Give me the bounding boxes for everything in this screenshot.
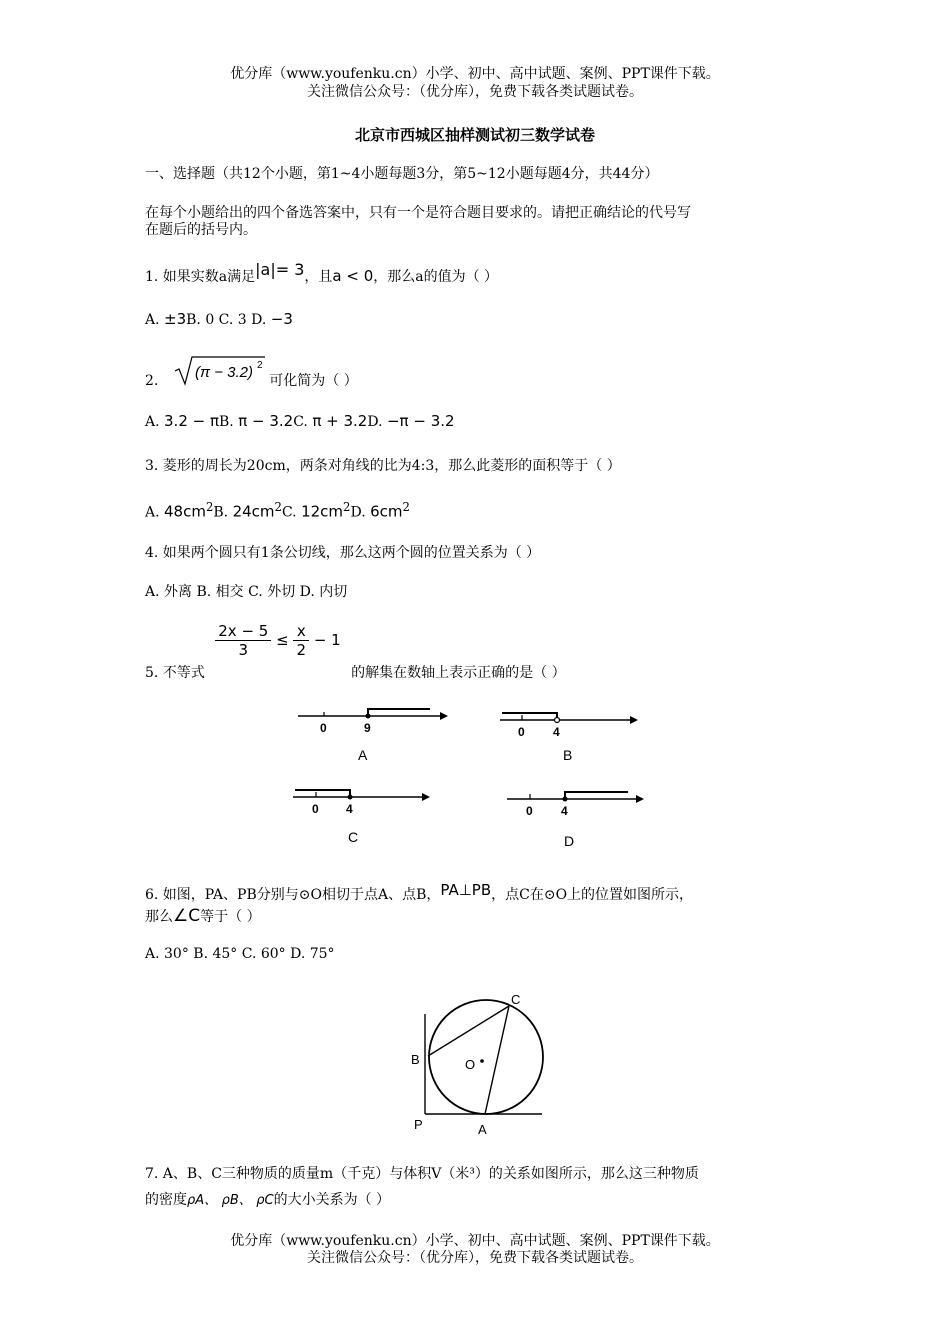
- q5-inequality: [215, 622, 340, 659]
- question-6-line-2: [145, 906, 261, 926]
- q3-val-c: 12cm: [301, 502, 344, 521]
- nb-zero: 0: [518, 725, 525, 739]
- q5-prefix: 5. 不等式: [145, 665, 205, 681]
- q6-formula: PA⊥PB: [440, 881, 492, 899]
- q6-options: A. 30° B. 45° C. 60° D. 75°: [145, 946, 335, 962]
- q2-val-d: −π − 3.2: [386, 412, 455, 430]
- q3-sup: 2: [205, 500, 214, 514]
- exam-title: 北京市西城区抽样测试初三数学试卷: [354, 126, 595, 144]
- q3-sup: 2: [274, 500, 282, 514]
- q2-opt-b: B.: [219, 414, 234, 430]
- q6-suffix: ，点C在⊙O上的位置如图所示，: [491, 887, 694, 903]
- nb-point: 4: [553, 725, 560, 739]
- question-1: [145, 260, 499, 286]
- question-6-line-1: [145, 881, 694, 904]
- q1-formula-neg: a < 0: [332, 267, 374, 285]
- numberline-a: [298, 709, 448, 763]
- q2-opt-d: D.: [367, 414, 383, 430]
- question-3: 3. 菱形的周长为20cm，两条对角线的比为4:3，那么此菱形的面积等于（ ）: [145, 458, 621, 474]
- rho-b: ρB、: [221, 1193, 252, 1208]
- q2-radicand: (π − 3.2): [194, 364, 253, 381]
- q3-opt-b: B.: [213, 504, 229, 521]
- nd-point: 4: [561, 804, 568, 818]
- numberline-c: [293, 790, 430, 845]
- rho-a: ρA、: [187, 1193, 218, 1208]
- nc-label: C: [348, 829, 359, 845]
- q2-suffix: 可化简为（ ）: [269, 373, 358, 389]
- q3-val-a: 48cm: [164, 502, 206, 521]
- na-zero: 0: [320, 721, 327, 735]
- fig-label-c: C: [511, 992, 521, 1007]
- q5-suffix: 的解集在数轴上表示正确的是（ ）: [351, 665, 566, 681]
- q3-opt-d: D.: [350, 504, 366, 521]
- q5-tail: − 1: [313, 631, 341, 649]
- nb-label: B: [563, 747, 573, 763]
- q4-options: A. 外离 B. 相交 C. 外切 D. 内切: [145, 584, 348, 600]
- q1-val-d: −3: [270, 310, 293, 328]
- numberline-d: [507, 792, 644, 849]
- nc-point: 4: [346, 802, 353, 816]
- q5-num-right: x: [293, 622, 309, 641]
- q6-line2-suffix: 等于（ ）: [200, 909, 261, 925]
- fig-label-o: O: [465, 1057, 476, 1072]
- q2-opt-a: A.: [145, 414, 160, 430]
- nd-label: D: [564, 833, 575, 849]
- q3-val-d: 6cm: [370, 502, 403, 521]
- q2-val-c: π + 3.2: [312, 412, 368, 430]
- q3-opt-c: C.: [281, 504, 297, 521]
- header-line-1: 优分库（www.youfenku.cn）小学、初中、高中试题、案例、PPT课件下载。: [230, 66, 720, 82]
- q5-num-left: 2x − 5: [215, 622, 271, 641]
- na-label: A: [358, 747, 368, 763]
- na-point: 9: [364, 721, 371, 735]
- q7-suffix: 的大小关系为（ ）: [273, 1192, 391, 1208]
- q1-middle: ，且: [304, 269, 333, 285]
- q2-exponent: 2: [256, 360, 263, 371]
- q1-opt-a: A.: [145, 312, 160, 328]
- question-4: 4. 如果两个圆只有1条公切线，那么这两个圆的位置关系为（ ）: [145, 545, 541, 561]
- question-7-line-1: 7. A、B、C三种物质的质量m（千克）与体积V（米³）的关系如图所示，那么这三种物质: [145, 1166, 699, 1182]
- q3-sup: 2: [343, 500, 351, 514]
- q1-opt-bcd: B. 0 C. 3 D.: [186, 312, 267, 328]
- q3-opt-a: A.: [145, 504, 160, 521]
- q2-val-b: π − 3.2: [238, 412, 294, 430]
- numberline-b: [500, 713, 638, 763]
- question-7-line-2: [145, 1189, 390, 1209]
- section-heading: 一、选择题（共12个小题，第1~4小题每题3分，第5~12小题每题4分，共44分）: [145, 166, 659, 182]
- nd-zero: 0: [526, 804, 533, 818]
- q3-sup: 2: [402, 500, 410, 514]
- sqrt-symbol: [173, 355, 267, 387]
- q1-options: [145, 310, 293, 328]
- instructions-line-2: 在题后的括号内。: [145, 222, 257, 238]
- fig-label-p: P: [414, 1117, 423, 1132]
- q1-prefix: 1. 如果实数a满足: [145, 269, 256, 285]
- q2-num: 2.: [145, 373, 159, 389]
- q2-radical: [173, 355, 267, 387]
- instructions-line-1: 在每个小题给出的四个备选答案中，只有一个是符合题目要求的。请把正确结论的代号写: [145, 205, 691, 221]
- footer-line-2: 关注微信公众号：（优分库），免费下载各类试题试卷。: [307, 1250, 643, 1266]
- q5-number-lines: [290, 700, 650, 860]
- nc-zero: 0: [312, 802, 319, 816]
- q5-den-right: 2: [296, 641, 307, 659]
- q2-options: [145, 412, 455, 430]
- header-line-2: 关注微信公众号：（优分库），免费下载各类试题试卷。: [307, 84, 643, 100]
- fig-label-a: A: [478, 1122, 487, 1137]
- q5-den-left: 3: [238, 641, 249, 659]
- q1-val-a: ±3: [164, 310, 187, 328]
- q2-opt-c: C.: [293, 414, 308, 430]
- q7-prefix: 的密度: [145, 1192, 187, 1208]
- q3-val-b: 24cm: [232, 502, 275, 521]
- rho-c: ρC: [256, 1193, 274, 1208]
- q2-val-a: 3.2 − π: [164, 412, 220, 430]
- question-5: [145, 622, 566, 681]
- q6-prefix: 6. 如图，PA、PB分别与⊙O相切于点A、点B，: [145, 887, 441, 903]
- q6-angle: ∠C: [173, 906, 201, 926]
- question-2: [145, 352, 358, 389]
- q3-options: [145, 500, 410, 521]
- footer-line-1: 优分库（www.youfenku.cn）小学、初中、高中试题、案例、PPT课件下载。: [230, 1233, 720, 1249]
- q6-circle-figure: [405, 990, 555, 1140]
- q1-formula-abs: |a|= 3: [255, 260, 305, 279]
- q6-line2-prefix: 那么: [145, 909, 173, 925]
- q5-rel: ≤: [276, 631, 289, 649]
- fig-label-b: B: [411, 1052, 420, 1067]
- q1-suffix: ，那么a的值为（ ）: [373, 269, 499, 285]
